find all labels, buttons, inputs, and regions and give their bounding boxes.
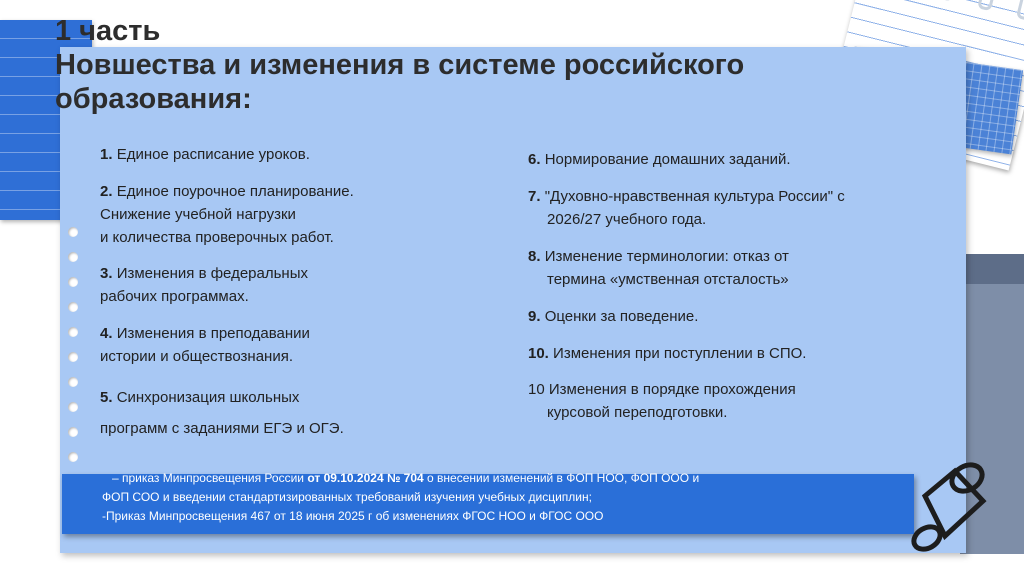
item-number: 10 bbox=[528, 381, 545, 398]
item-text: термина «умственная отсталость» bbox=[547, 271, 789, 288]
footer-line: -Приказ Минпросвещения 467 от 18 июня 2025 г об изменениях ФГОС НОО и ФГОС ООО bbox=[102, 509, 604, 523]
list-item bbox=[100, 262, 308, 308]
item-text: Изменения в порядке прохождения bbox=[548, 381, 796, 398]
item-number: 6. bbox=[528, 151, 541, 168]
punch-hole bbox=[68, 402, 78, 412]
item-text: "Духовно-нравственная культура России" с bbox=[544, 188, 845, 205]
list-item bbox=[100, 382, 344, 444]
footer-line bbox=[112, 470, 699, 487]
punch-hole bbox=[68, 327, 78, 337]
item-text: Оценки за поведение. bbox=[544, 308, 699, 325]
page-title: Новшества и изменения в системе российского bbox=[55, 49, 745, 81]
list-item bbox=[100, 180, 354, 249]
punch-hole bbox=[68, 452, 78, 462]
list-item bbox=[528, 148, 791, 171]
item-text: Нормирование домашних заданий. bbox=[544, 151, 791, 168]
list-item bbox=[528, 378, 796, 424]
item-text: истории и обществознания. bbox=[100, 348, 293, 365]
list-item bbox=[100, 322, 310, 368]
spiral-ring-icon bbox=[977, 0, 997, 11]
page-title-cont: образования: bbox=[55, 83, 252, 115]
title-part: 1 часть bbox=[55, 15, 161, 47]
item-number: 3. bbox=[100, 265, 113, 282]
footer-order-ref: от 09.10.2024 № 704 bbox=[307, 471, 424, 485]
item-text: Изменения при поступлении в СПО. bbox=[553, 345, 807, 362]
footer-line: ФОП СОО и введении стандартизированных требований изучения учебных дисциплин; bbox=[102, 490, 592, 504]
punch-hole bbox=[68, 377, 78, 387]
footer-text: о внесении изменений в ФОП НОО, ФОП ООО и bbox=[423, 471, 700, 485]
item-text: Единое поурочное планирование. bbox=[116, 183, 354, 200]
punch-hole bbox=[68, 427, 78, 437]
item-text: Снижение учебной нагрузки bbox=[100, 206, 296, 223]
gray-block-top-decoration bbox=[960, 254, 1024, 284]
item-text: курсовой переподготовки. bbox=[547, 404, 728, 421]
spiral-ring-icon bbox=[938, 0, 958, 2]
item-number: 1. bbox=[100, 146, 113, 163]
item-number: 4. bbox=[100, 325, 113, 342]
paperclip-icon bbox=[905, 456, 995, 556]
list-item bbox=[528, 342, 806, 365]
punch-hole bbox=[68, 252, 78, 262]
item-number: 2. bbox=[100, 183, 113, 200]
item-number: 9. bbox=[528, 308, 541, 325]
item-text: 2026/27 учебного года. bbox=[547, 211, 707, 228]
item-text: Синхронизация школьных bbox=[116, 389, 300, 406]
item-number: 8. bbox=[528, 248, 541, 265]
spiral-ring-icon bbox=[1016, 0, 1024, 21]
item-text: рабочих программах. bbox=[100, 288, 249, 305]
list-item bbox=[100, 143, 310, 166]
item-text: Изменения в федеральных bbox=[116, 265, 308, 282]
punch-hole bbox=[68, 352, 78, 362]
item-text: Изменение терминологии: отказ от bbox=[544, 248, 789, 265]
list-item bbox=[528, 245, 789, 291]
punch-hole bbox=[68, 277, 78, 287]
item-number: 10. bbox=[528, 345, 549, 362]
item-text: Единое расписание уроков. bbox=[116, 146, 310, 163]
footer-text: – приказ Минпросвещения России bbox=[112, 471, 308, 485]
list-item bbox=[528, 305, 698, 328]
item-text: и количества проверочных работ. bbox=[100, 229, 334, 246]
list-item bbox=[528, 185, 845, 231]
item-text: Изменения в преподавании bbox=[116, 325, 310, 342]
punch-hole bbox=[68, 227, 78, 237]
item-text: программ с заданиями ЕГЭ и ОГЭ. bbox=[100, 420, 344, 437]
item-number: 5. bbox=[100, 389, 113, 406]
item-number: 7. bbox=[528, 188, 541, 205]
punch-hole bbox=[68, 302, 78, 312]
